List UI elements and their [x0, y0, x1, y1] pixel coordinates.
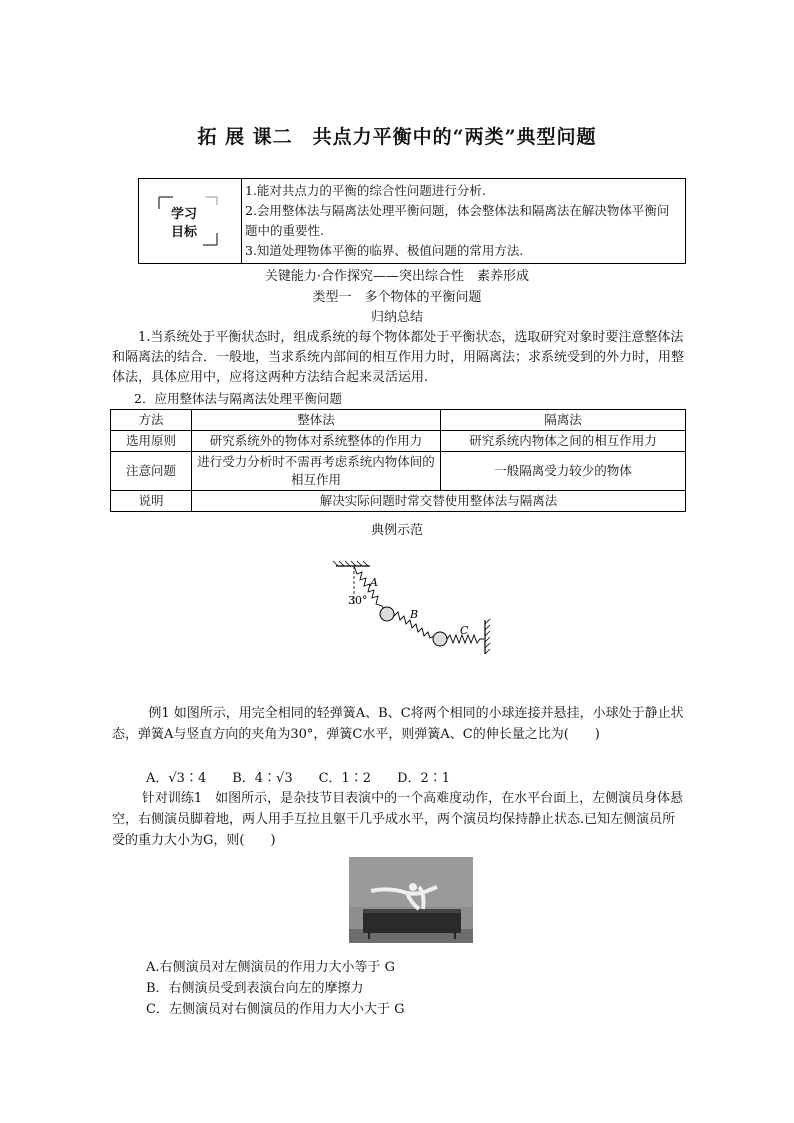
table-cell: 研究系统外的物体对系统整体的作用力: [192, 431, 441, 452]
table-cell: 解决实际问题时常交替使用整体法与隔离法: [192, 491, 686, 512]
acrobat-photo: [349, 857, 473, 943]
example1-text: 例1 如图所示，用完全相同的轻弹簧A、B、C将两个相同的小球连接并悬挂，小球处于静止状态，弹簧A与竖直方向的夹角为30°，弹簧C水平，则弹簧A、C的伸长量之比为( ): [112, 706, 684, 742]
spring-figure: [330, 560, 500, 660]
table-header: 方法: [111, 410, 192, 431]
goal-item: 3.知道处理物体平衡的临界、极值问题的常用方法.: [245, 243, 524, 258]
table-cell: 注意问题: [111, 452, 192, 491]
table-cell: 进行受力分析时不需再考虑系统内物体间的相互作用: [192, 452, 441, 491]
summary-paragraph: 1.当系统处于平衡状态时，组成系统的每个物体都处于平衡状态，选取研究对象时要注意整体法和隔离法的结合．一般地，当求系统内部间的相互作用力时，用隔离法；求系统受到的外力时，用整体法，具体应用中，应将这两种方法结合起来灵活运用.: [112, 330, 685, 385]
goals-badge: [157, 195, 219, 247]
training1-option-a: A.右侧演员对左侧演员的作用力大小等于 G: [146, 960, 396, 975]
learning-goals-box: [138, 178, 686, 264]
table-row: [111, 410, 686, 431]
section-heading: 关键能力·合作探究——突出综合性 素养形成: [264, 269, 530, 284]
type-heading: 类型一 多个物体的平衡问题: [312, 290, 482, 305]
example-heading: 典例示范: [370, 523, 423, 538]
training1-text: 针对训练1 如图所示，是杂技节目表演中的一个高难度动作，在水平台面上，左侧演员身体悬空，右侧演员脚着地，两人用手互拉且躯干几乎成水平，两个演员均保持静止状态.已知左侧演员所受的重力大小为G，则( ): [112, 791, 684, 848]
table-cell: 选用原则: [111, 431, 192, 452]
angle-label: 30°: [348, 594, 368, 607]
table-header: 隔离法: [441, 410, 686, 431]
goals-list: [245, 181, 681, 261]
goals-badge-cell: [139, 179, 242, 263]
goal-item: 1.能对共点力的平衡的综合性问题进行分析.: [245, 183, 486, 198]
summary-heading: 归纳总结: [370, 310, 423, 325]
table-cell: 说明: [111, 491, 192, 512]
page-title: 拓 展 课二 共点力平衡中的“两类”典型问题: [197, 126, 597, 148]
table-cell: 一般隔离受力较少的物体: [441, 452, 686, 491]
example1-options: A．√3∶4 B．4∶√3 C．1∶2 D．2∶1: [146, 771, 451, 786]
method-title: 2．应用整体法与隔离法处理平衡问题: [134, 391, 342, 406]
spring-b-label: B: [410, 608, 419, 621]
badge-line2: 目标: [171, 225, 198, 240]
training1-option-c: C．左侧演员对右侧演员的作用力大小大于 G: [146, 1002, 405, 1017]
badge-line1: 学习: [171, 207, 198, 222]
method-table: [110, 409, 686, 512]
spring-a-label: A: [370, 576, 378, 589]
spring-c-label: C: [460, 624, 469, 637]
goal-item: 2.会用整体法与隔离法处理平衡问题，体会整体法和隔离法在解决物体平衡问题中的重要性.: [245, 203, 670, 238]
table-row: [111, 491, 686, 512]
table-row: [111, 452, 686, 491]
table-row: [111, 431, 686, 452]
table-cell: 研究系统内物体之间的相互作用力: [441, 431, 686, 452]
training1-option-b: B．右侧演员受到表演台向左的摩擦力: [146, 981, 364, 996]
table-header: 整体法: [192, 410, 441, 431]
